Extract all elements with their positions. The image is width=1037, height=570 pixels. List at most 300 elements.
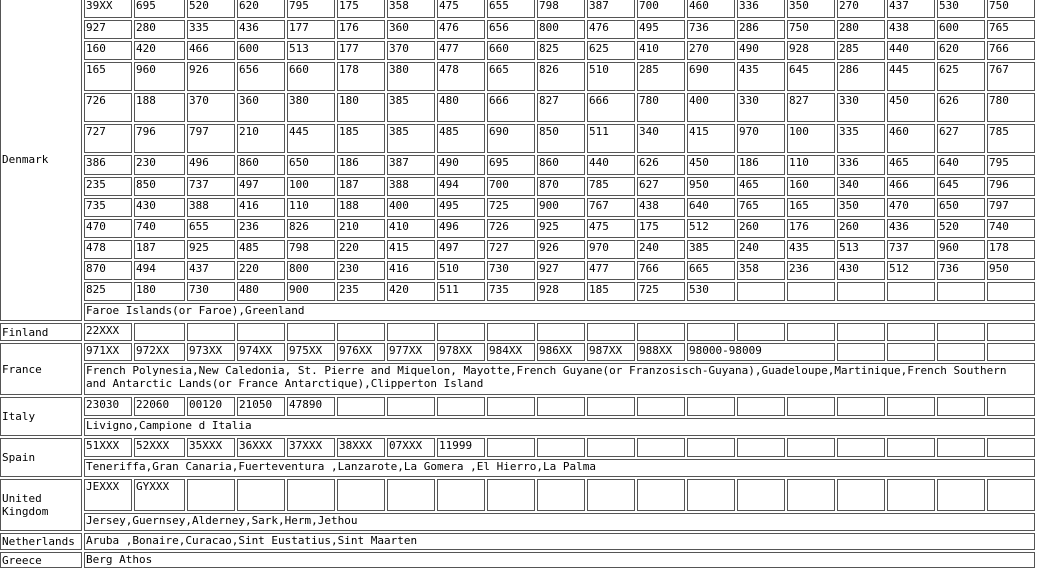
postal-code-cell: 665 (687, 261, 735, 280)
postal-code-cell: 511 (587, 124, 635, 153)
empty-cell (637, 323, 685, 341)
postal-code-cell: 280 (837, 20, 885, 39)
postal-code-cell: 798 (537, 0, 585, 18)
postal-code-cell: 496 (187, 155, 235, 175)
postal-code-cell: 385 (387, 124, 435, 153)
empty-cell (937, 323, 985, 341)
postal-code-cell: 660 (487, 41, 535, 60)
postal-code-cell: 477 (437, 41, 485, 60)
postal-code-cell: 497 (437, 240, 485, 259)
denmark-code-row (0, 219, 1035, 238)
empty-cell (587, 323, 635, 341)
postal-code-cell: 970 (587, 240, 635, 259)
denmark-code-row (0, 62, 1035, 91)
denmark-code-row (0, 240, 1035, 259)
postal-code-cell: 927 (537, 261, 585, 280)
denmark-code-row (0, 93, 1035, 122)
postal-code-cell: 360 (387, 20, 435, 39)
empty-cell (837, 479, 885, 511)
postal-code-cell: 700 (487, 177, 535, 196)
postal-code-cell: 928 (537, 282, 585, 301)
empty-cell (134, 323, 185, 341)
postal-code-cell: 726 (487, 219, 535, 238)
postal-code-cell: 51XXX (84, 438, 132, 457)
empty-cell (937, 397, 985, 416)
postal-code-cell: 335 (837, 124, 885, 153)
territory-note: Aruba ,Bonaire,Curacao,Sint Eustatius,Sint Maarten (84, 533, 1035, 550)
empty-cell (737, 438, 785, 457)
postal-code-cell: 766 (987, 41, 1035, 60)
postal-code-cell: 435 (737, 62, 785, 91)
postal-code-cell: 510 (587, 62, 635, 91)
postal-code-cell: 38XXX (337, 438, 385, 457)
postal-code-cell: 475 (437, 0, 485, 18)
postal-code-cell: 230 (134, 155, 185, 175)
postal-code-cell: 645 (787, 62, 835, 91)
empty-cell (987, 438, 1035, 457)
postal-code-cell: 513 (837, 240, 885, 259)
postal-code-cell: 796 (987, 177, 1035, 196)
postal-code-cell: 286 (837, 62, 885, 91)
country-greece: Greece (0, 552, 82, 568)
postal-code-cell: 511 (437, 282, 485, 301)
postal-code-cell: 430 (134, 198, 185, 217)
postal-code-cell: 626 (637, 155, 685, 175)
empty-cell (537, 397, 585, 416)
denmark-code-row (0, 0, 1035, 18)
postal-code-cell: 98000-98009 (687, 343, 835, 361)
denmark-code-row (0, 41, 1035, 60)
postal-code-cell: 530 (687, 282, 735, 301)
postal-code-cell: 476 (437, 20, 485, 39)
postal-code-cell: 780 (987, 93, 1035, 122)
postal-code-cell: 512 (687, 219, 735, 238)
postal-code-cell: 340 (637, 124, 685, 153)
postal-code-cell: 656 (237, 62, 285, 91)
empty-cell (637, 438, 685, 457)
postal-code-cell: 825 (84, 282, 132, 301)
denmark-code-row (0, 155, 1035, 175)
postal-code-cell: 950 (687, 177, 735, 196)
postal-code-cell: 690 (687, 62, 735, 91)
postal-code-cell: 330 (737, 93, 785, 122)
postal-code-cell: 780 (637, 93, 685, 122)
postal-code-cell: 466 (187, 41, 235, 60)
postal-code-cell: 438 (637, 198, 685, 217)
postal-code-cell: 695 (134, 0, 185, 18)
postal-code-cell: 640 (937, 155, 985, 175)
denmark-code-row (0, 124, 1035, 153)
postal-code-cell: 480 (437, 93, 485, 122)
uk-code-row (0, 479, 1035, 511)
postal-code-cell: 185 (337, 124, 385, 153)
postal-code-cell: 400 (387, 198, 435, 217)
postal-code-cell: 850 (134, 177, 185, 196)
denmark-code-row (0, 20, 1035, 39)
postal-code-cell: 645 (937, 177, 985, 196)
postal-code-cell: 625 (937, 62, 985, 91)
postal-code-cell: 420 (387, 282, 435, 301)
postal-code-cell: 22060 (134, 397, 185, 416)
postal-code-cell: 620 (937, 41, 985, 60)
france-code-row (0, 343, 1035, 361)
postal-code-cell: 476 (587, 20, 635, 39)
postal-code-cell: 280 (134, 20, 185, 39)
postal-code-cell: 110 (787, 155, 835, 175)
postal-code-cell: 470 (84, 219, 132, 238)
empty-cell (437, 323, 485, 341)
empty-cell (837, 397, 885, 416)
postal-code-cell: 800 (537, 20, 585, 39)
postal-code-cell: 750 (987, 0, 1035, 18)
postal-code-cell: 260 (837, 219, 885, 238)
postal-code-cell: 620 (237, 0, 285, 18)
postal-code-cell: 494 (437, 177, 485, 196)
postal-code-cell: 22XXX (84, 323, 132, 341)
postal-code-cell: 650 (937, 198, 985, 217)
postal-code-cell: 410 (637, 41, 685, 60)
postal-code-cell: 437 (187, 261, 235, 280)
empty-cell (737, 397, 785, 416)
empty-cell (437, 397, 485, 416)
postal-code-cell: 510 (437, 261, 485, 280)
postal-code-cell: 360 (237, 93, 285, 122)
postal-code-cell: 416 (387, 261, 435, 280)
postal-code-cell: 926 (187, 62, 235, 91)
empty-cell (987, 323, 1035, 341)
postal-code-cell: 655 (187, 219, 235, 238)
postal-code-cell: 400 (687, 93, 735, 122)
postal-code-cell: 47890 (287, 397, 335, 416)
postal-code-cell: 928 (787, 41, 835, 60)
postal-code-cell: 186 (337, 155, 385, 175)
postal-code-cell: 626 (937, 93, 985, 122)
denmark-territory-row (0, 303, 1035, 321)
postal-code-cell: 925 (187, 240, 235, 259)
postal-code-cell: 187 (134, 240, 185, 259)
postal-code-cell: 978XX (437, 343, 485, 361)
empty-cell (537, 323, 585, 341)
postal-code-cell: 600 (237, 41, 285, 60)
postal-code-cell: 740 (134, 219, 185, 238)
country-spain: Spain (0, 438, 82, 477)
postal-code-cell: 656 (487, 20, 535, 39)
postal-code-cell: 485 (437, 124, 485, 153)
empty-cell (787, 438, 835, 457)
postal-code-cell: 460 (887, 124, 935, 153)
postal-code-cell: 350 (787, 0, 835, 18)
postal-code-cell: 700 (637, 0, 685, 18)
postal-code-cell: 650 (287, 155, 335, 175)
empty-cell (587, 397, 635, 416)
postal-code-cell: 827 (537, 93, 585, 122)
empty-cell (537, 438, 585, 457)
postal-code-cell: 480 (237, 282, 285, 301)
postal-code-cell: 736 (687, 20, 735, 39)
postal-code-cell: 178 (987, 240, 1035, 259)
greece-row (0, 552, 1035, 568)
postal-code-cell: 490 (437, 155, 485, 175)
spain-code-row (0, 438, 1035, 457)
postal-code-cell: 797 (987, 198, 1035, 217)
postal-code-cell: 986XX (537, 343, 585, 361)
empty-cell (987, 282, 1035, 301)
postal-code-cell: 370 (387, 41, 435, 60)
postal-code-cell: 370 (187, 93, 235, 122)
postal-code-cell: 220 (337, 240, 385, 259)
postal-code-cell: 465 (887, 155, 935, 175)
empty-cell (987, 397, 1035, 416)
postal-code-cell: 388 (187, 198, 235, 217)
postal-code-cell: 336 (737, 0, 785, 18)
empty-cell (387, 479, 435, 511)
postal-code-cell: 380 (287, 93, 335, 122)
postal-code-cell: 625 (587, 41, 635, 60)
postal-code-cell: 496 (437, 219, 485, 238)
postal-code-cell: 465 (737, 177, 785, 196)
empty-cell (537, 479, 585, 511)
postal-code-cell: 666 (487, 93, 535, 122)
postal-code-cell: 00120 (187, 397, 235, 416)
postal-code-cell: 826 (287, 219, 335, 238)
denmark-code-row (0, 177, 1035, 196)
postal-code-cell: 236 (237, 219, 285, 238)
postal-code-cell: 727 (487, 240, 535, 259)
postal-code-cell: 960 (937, 240, 985, 259)
postal-code-cell: 415 (687, 124, 735, 153)
postal-code-cell: 176 (337, 20, 385, 39)
postal-code-cell: 188 (337, 198, 385, 217)
empty-cell (587, 438, 635, 457)
country-denmark: Denmark (0, 0, 82, 321)
postal-code-cell: 950 (987, 261, 1035, 280)
postal-code-cell: 220 (237, 261, 285, 280)
postal-code-cell: 766 (637, 261, 685, 280)
postal-code-cell: 210 (237, 124, 285, 153)
postal-code-cell: 900 (287, 282, 335, 301)
country-netherlands: Netherlands (0, 533, 82, 550)
postal-code-cell: 477 (587, 261, 635, 280)
postal-code-cell: 286 (737, 20, 785, 39)
postal-code-cell: 440 (887, 41, 935, 60)
postal-code-cell: 21050 (237, 397, 285, 416)
territory-note: Teneriffa,Gran Canaria,Fuerteventura ,Lanzarote,La Gomera ,El Hierro,La Palma (84, 459, 1035, 477)
finland-row (0, 323, 1035, 341)
postal-code-cell: 520 (187, 0, 235, 18)
postal-code-cell: 665 (487, 62, 535, 91)
postal-code-cell: 974XX (237, 343, 285, 361)
postal-code-cell: 358 (387, 0, 435, 18)
empty-cell (287, 479, 335, 511)
postal-code-cell: 335 (187, 20, 235, 39)
postal-code-cell: 660 (287, 62, 335, 91)
postal-code-cell: 970 (737, 124, 785, 153)
empty-cell (787, 282, 835, 301)
empty-cell (787, 479, 835, 511)
empty-cell (937, 282, 985, 301)
empty-cell (287, 323, 335, 341)
postal-code-cell: 736 (937, 261, 985, 280)
empty-cell (337, 479, 385, 511)
postal-code-cell: 436 (237, 20, 285, 39)
empty-cell (837, 343, 885, 361)
postal-code-cell: 800 (287, 261, 335, 280)
postal-code-cell: 340 (837, 177, 885, 196)
postal-code-cell: 971XX (84, 343, 132, 361)
postal-code-cell: 795 (287, 0, 335, 18)
postal-code-cell: 975XX (287, 343, 335, 361)
postal-code-cell: 176 (787, 219, 835, 238)
empty-cell (937, 343, 985, 361)
postal-code-cell: 387 (387, 155, 435, 175)
postal-code-cell: 52XXX (134, 438, 185, 457)
postal-code-cell: 735 (487, 282, 535, 301)
postal-code-cell: 186 (737, 155, 785, 175)
postal-code-cell: 972XX (134, 343, 185, 361)
postal-code-cell: 695 (487, 155, 535, 175)
postal-code-cell: 725 (487, 198, 535, 217)
postal-code-cell: 765 (987, 20, 1035, 39)
postal-code-cell: 236 (787, 261, 835, 280)
postal-code-cell: 100 (787, 124, 835, 153)
empty-cell (687, 323, 735, 341)
empty-cell (387, 323, 435, 341)
postal-code-cell: 490 (737, 41, 785, 60)
empty-cell (787, 397, 835, 416)
postal-code-cell: 270 (837, 0, 885, 18)
postal-code-cell: 445 (887, 62, 935, 91)
postal-code-cell: 386 (84, 155, 132, 175)
postal-code-cell: 11999 (437, 438, 485, 457)
empty-cell (487, 479, 535, 511)
postal-code-cell: 165 (84, 62, 132, 91)
postal-code-cell: 285 (837, 41, 885, 60)
postal-code-cell: 460 (687, 0, 735, 18)
postal-code-cell: 260 (737, 219, 785, 238)
postal-code-cell: 177 (337, 41, 385, 60)
empty-cell (387, 397, 435, 416)
postal-code-cell: 860 (537, 155, 585, 175)
territory-note: Berg Athos (84, 552, 1035, 568)
postal-code-cell: 270 (687, 41, 735, 60)
postal-code-cell: 960 (134, 62, 185, 91)
postal-code-cell: 730 (487, 261, 535, 280)
empty-cell (887, 323, 935, 341)
empty-cell (687, 438, 735, 457)
postal-code-cell: 737 (187, 177, 235, 196)
postal-code-cell: 826 (537, 62, 585, 91)
postal-code-cell: 470 (887, 198, 935, 217)
postal-code-cell: 726 (84, 93, 132, 122)
postal-code-cell: 285 (637, 62, 685, 91)
empty-cell (737, 323, 785, 341)
postal-code-cell: 240 (637, 240, 685, 259)
country-italy: Italy (0, 397, 82, 436)
postal-code-cell: 180 (134, 282, 185, 301)
territory-note: Livigno,Campione d Italia (84, 418, 1035, 436)
postal-code-cell: 495 (437, 198, 485, 217)
postal-code-cell: 475 (587, 219, 635, 238)
empty-cell (937, 438, 985, 457)
postal-code-cell: 927 (84, 20, 132, 39)
postal-code-cell: 438 (887, 20, 935, 39)
postal-code-cell: 785 (987, 124, 1035, 153)
postal-code-cell: 388 (387, 177, 435, 196)
empty-cell (337, 397, 385, 416)
postal-code-cell: 36XXX (237, 438, 285, 457)
postal-code-cell: 513 (287, 41, 335, 60)
postal-code-cell: 520 (937, 219, 985, 238)
postal-code-cell: 655 (487, 0, 535, 18)
postal-code-cell: 735 (84, 198, 132, 217)
empty-cell (887, 343, 935, 361)
empty-cell (887, 397, 935, 416)
postal-code-cell: 440 (587, 155, 635, 175)
postal-code-cell: 110 (287, 198, 335, 217)
postal-code-cell: 900 (537, 198, 585, 217)
postal-code-cell: 336 (837, 155, 885, 175)
france-territory-row (0, 363, 1035, 395)
empty-cell (937, 479, 985, 511)
postal-code-cell: 727 (84, 124, 132, 153)
postal-code-cell: 380 (387, 62, 435, 91)
postal-code-cell: 358 (737, 261, 785, 280)
postal-code-cell: 478 (437, 62, 485, 91)
postal-code-cell: 160 (787, 177, 835, 196)
postal-code-cell: 235 (337, 282, 385, 301)
empty-cell (687, 397, 735, 416)
postal-code-cell: 690 (487, 124, 535, 153)
postal-code-cell: 37XXX (287, 438, 335, 457)
postal-code-cell: 177 (287, 20, 335, 39)
netherlands-row (0, 533, 1035, 550)
empty-cell (887, 282, 935, 301)
postal-code-cell: 737 (887, 240, 935, 259)
postal-code-cell: 827 (787, 93, 835, 122)
italy-territory-row (0, 418, 1035, 436)
postal-code-cell: 180 (337, 93, 385, 122)
postal-code-cell: 666 (587, 93, 635, 122)
postal-code-cell: 494 (134, 261, 185, 280)
empty-cell (487, 397, 535, 416)
empty-cell (837, 438, 885, 457)
empty-cell (487, 323, 535, 341)
spain-territory-row (0, 459, 1035, 477)
empty-cell (637, 397, 685, 416)
postal-code-cell: 988XX (637, 343, 685, 361)
postal-code-cell: 976XX (337, 343, 385, 361)
postal-code-cell: 627 (637, 177, 685, 196)
postal-code-cell: 350 (837, 198, 885, 217)
empty-cell (787, 323, 835, 341)
territory-note: Faroe Islands(or Faroe),Greenland (84, 303, 1035, 321)
postal-code-cell: 730 (187, 282, 235, 301)
postal-code-cell: 230 (337, 261, 385, 280)
italy-code-row (0, 397, 1035, 416)
country-france: France (0, 343, 82, 395)
postal-code-cell: 175 (337, 0, 385, 18)
postal-code-cell: 798 (287, 240, 335, 259)
postal-code-cell: 436 (887, 219, 935, 238)
postal-code-cell: 100 (287, 177, 335, 196)
empty-cell (187, 323, 235, 341)
empty-cell (437, 479, 485, 511)
empty-cell (987, 479, 1035, 511)
postal-code-cell: 926 (537, 240, 585, 259)
postal-code-cell: 420 (134, 41, 185, 60)
postal-code-cell: 977XX (387, 343, 435, 361)
postal-code-cell: 600 (937, 20, 985, 39)
